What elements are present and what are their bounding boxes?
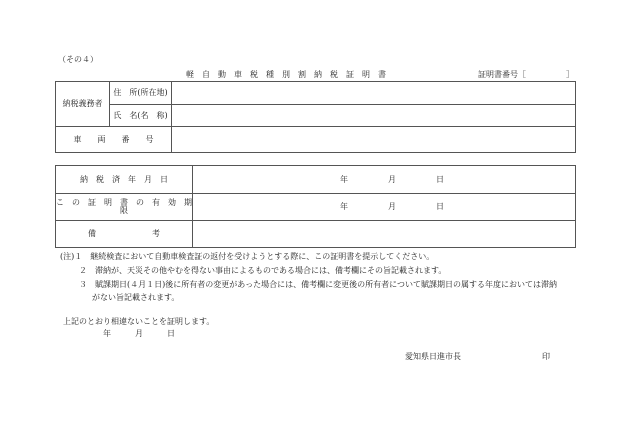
validity-label: こ の 証 明 書 の 有 効 期 限 <box>56 194 193 221</box>
payment-date-label: 納 税 済 年 月 日 <box>56 166 193 194</box>
note-1: (注)１ 継続検査において自動車検査証の返付を受けようとする際に、この証明書を提示してください。 <box>60 252 435 261</box>
seal-mark: 印 <box>542 352 550 361</box>
certificate-number-label: 証明書番号［ ］ <box>478 70 574 79</box>
payment-date-field[interactable] <box>193 166 576 194</box>
document-title: 軽 自 動 車 税 種 別 割 納 税 証 明 書 <box>186 70 386 79</box>
taxpayer-vehicle-table <box>55 81 576 153</box>
note-3-continued: がない旨記載されます。 <box>92 293 180 302</box>
remarks-field[interactable] <box>193 221 576 248</box>
issuer-name: 愛知県日進市長 <box>405 352 461 361</box>
validity-field[interactable] <box>193 194 576 221</box>
issue-date: 年 月 日 <box>103 329 175 338</box>
payment-table <box>55 165 576 248</box>
address-field[interactable] <box>172 82 576 105</box>
vehicle-number-field[interactable] <box>172 127 576 153</box>
name-field[interactable] <box>172 105 576 127</box>
payment-date-value: 年 月 日 <box>340 174 444 184</box>
certification-statement: 上記のとおり相違ないことを証明します。 <box>63 317 215 326</box>
note-2: ２ 滞納が、天災その他やむを得ない事由によるものである場合には、備考欄にその旨記載されます。 <box>79 266 447 275</box>
name-label: 氏 名(名 称) <box>110 105 172 127</box>
note-3: ３ 賦課期日(４月１日)後に所有者の変更があった場合には、備考欄に変更後の所有者について賦課期日の属する年度においては滞納 <box>79 280 557 289</box>
vehicle-number-label: 車 両 番 号 <box>56 127 172 153</box>
address-label: 住 所(所在地) <box>110 82 172 105</box>
form-number: （その４） <box>58 55 98 64</box>
taxpayer-label: 納税義務者 <box>56 82 110 127</box>
remarks-label: 備 考 <box>56 221 193 248</box>
validity-value: 年 月 日 <box>340 202 444 211</box>
